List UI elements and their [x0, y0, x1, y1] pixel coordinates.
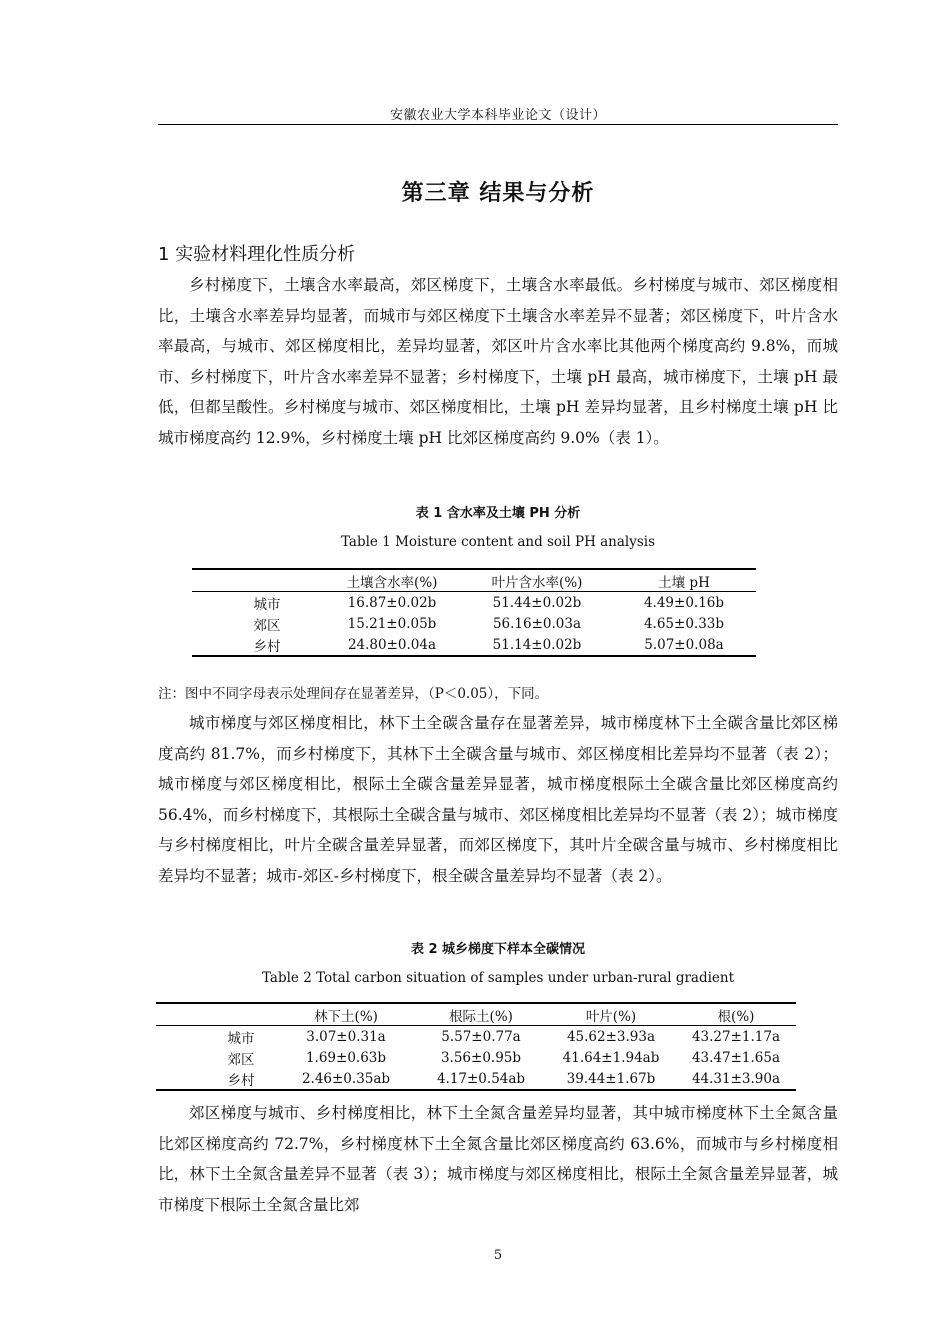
table2-cell: 3.07±0.31a — [306, 1028, 386, 1045]
table-row — [192, 592, 756, 614]
table2-row-label: 乡村 — [227, 1072, 255, 1089]
table2 — [156, 1002, 796, 1091]
table1-row-label: 郊区 — [253, 617, 281, 634]
table2-cell: 41.64±1.94ab — [562, 1049, 660, 1066]
table-row — [156, 1047, 796, 1068]
section-title: 1 实验材料理化性质分析 — [158, 244, 356, 265]
table2-cell: 3.56±0.95b — [440, 1049, 522, 1066]
table1-cell: 4.49±0.16b — [643, 594, 725, 611]
table2-header-row — [156, 1003, 796, 1026]
table2-header-cell: 林下土(%) — [314, 1008, 378, 1025]
table2-caption-cn: 表 2 城乡梯度下样本全碳情况 — [410, 942, 586, 957]
table-row — [156, 1068, 796, 1090]
table-row — [192, 613, 756, 634]
table1-cell: 56.16±0.03a — [492, 615, 582, 632]
table2-row-label: 郊区 — [227, 1051, 255, 1068]
table2-header-cell — [156, 1003, 276, 1026]
table2-cell: 45.62±3.93a — [566, 1028, 656, 1045]
running-header: 安徽农业大学本科毕业论文（设计） — [389, 108, 606, 123]
table1-cell: 51.14±0.02b — [492, 636, 582, 653]
table2-cell: 1.69±0.63b — [305, 1049, 387, 1066]
header-rule — [158, 124, 838, 125]
table2-cell: 39.44±1.67b — [566, 1070, 656, 1087]
table2-header-cell: 根(%) — [717, 1008, 755, 1025]
table1-row-label: 城市 — [253, 596, 281, 613]
table1-cell: 5.07±0.08a — [644, 636, 724, 653]
table1-cell: 16.87±0.02b — [347, 594, 437, 611]
table1-cell: 4.65±0.33b — [643, 615, 725, 632]
chapter-title: 第三章 结果与分析 — [401, 181, 595, 206]
paragraph-2: 城市梯度与郊区梯度相比，林下土全碳含量存在显著差异，城市梯度林下土全碳含量比郊区梯度高约 81.7%，而乡村梯度下，其林下土全碳含量与城市、郊区梯度相比差异均不显著（表 2）；城市梯度与郊区梯度相比，根际土全碳含量差异显著，城市梯度根际土全碳含量比郊区梯度高约 56.4%，而乡村梯度下，其根际土全碳含量与城市、郊区梯度相比差异均不显著（表 2）；城市梯度与乡村梯度相比，叶片全碳含量差异显著，而郊区梯度下，其叶片全碳含量与城市、乡村梯度相比差异均不显著；城市-郊区-乡村梯度下，根全碳含量差异均不显著（表 2）。 — [158, 714, 838, 885]
page-number: 5 — [493, 1248, 503, 1263]
table1 — [192, 568, 756, 657]
table1-cell: 51.44±0.02b — [492, 594, 582, 611]
table1-header-row — [192, 569, 756, 592]
table1-cell: 24.80±0.04a — [347, 636, 437, 653]
table2-cell: 44.31±3.90a — [691, 1070, 781, 1087]
table1-cell: 15.21±0.05b — [347, 615, 437, 632]
table1-header-cell: 土壤含水率(%) — [346, 574, 438, 591]
table2-cell: 4.17±0.54ab — [436, 1070, 526, 1087]
table1-header-cell: 叶片含水率(%) — [491, 574, 583, 591]
table2-header-cell: 根际土(%) — [449, 1008, 513, 1025]
table2-cell: 43.47±1.65a — [691, 1049, 781, 1066]
table2-cell: 5.57±0.77a — [441, 1028, 521, 1045]
table1-caption-cn: 表 1 含水率及土壤 PH 分析 — [415, 506, 581, 521]
table1-header-cell: 土壤 pH — [658, 574, 710, 591]
table1-row-label: 乡村 — [253, 638, 281, 655]
paragraph-3: 郊区梯度与城市、乡村梯度相比，林下土全氮含量差异均显著，其中城市梯度林下土全氮含量比郊区梯度高约 72.7%，乡村梯度林下土全氮含量比郊区梯度高约 63.6%，而城市与乡村梯度相比，林下土全氮含量差异不显著（表 3）；城市梯度与郊区梯度相比，根际土全氮含量差异显著，城市梯度下根际土全氮含量比郊 — [158, 1104, 838, 1214]
table2-header-cell: 叶片(%) — [585, 1008, 637, 1025]
table2-caption-en: Table 2 Total carbon situation of samples under urban-rural gradient — [261, 970, 735, 986]
table2-row-label: 城市 — [227, 1030, 255, 1047]
table1-header-cell — [192, 569, 322, 592]
table-note: 注：图中不同字母表示处理间存在显著差异，（P＜0.05），下同。 — [158, 686, 549, 702]
paragraph-1: 乡村梯度下，土壤含水率最高，郊区梯度下，土壤含水率最低。乡村梯度与城市、郊区梯度相比，土壤含水率差异均显著，而城市与郊区梯度下土壤含水率差异不显著；郊区梯度下，叶片含水率最高，与城市、郊区梯度相比，差异均显著，郊区叶片含水率比其他两个梯度高约 9.8%，而城市、乡村梯度下，叶片含水率差异不显著；乡村梯度下，土壤 pH 最高，城市梯度下，土壤 pH 最低，但都呈酸性。乡村梯度与城市、郊区梯度相比，土壤 pH 差异均显著，且乡村梯度土壤 pH 比城市梯度高约 12.9%，乡村梯度土壤 pH 比郊区梯度高约 9.0%（表 1）。 — [158, 276, 838, 447]
table-row — [192, 634, 756, 656]
table1-caption-en: Table 1 Moisture content and soil PH analysis — [340, 534, 656, 550]
table-row — [156, 1026, 796, 1048]
table2-cell: 43.27±1.17a — [691, 1028, 781, 1045]
table2-cell: 2.46±0.35ab — [301, 1070, 391, 1087]
